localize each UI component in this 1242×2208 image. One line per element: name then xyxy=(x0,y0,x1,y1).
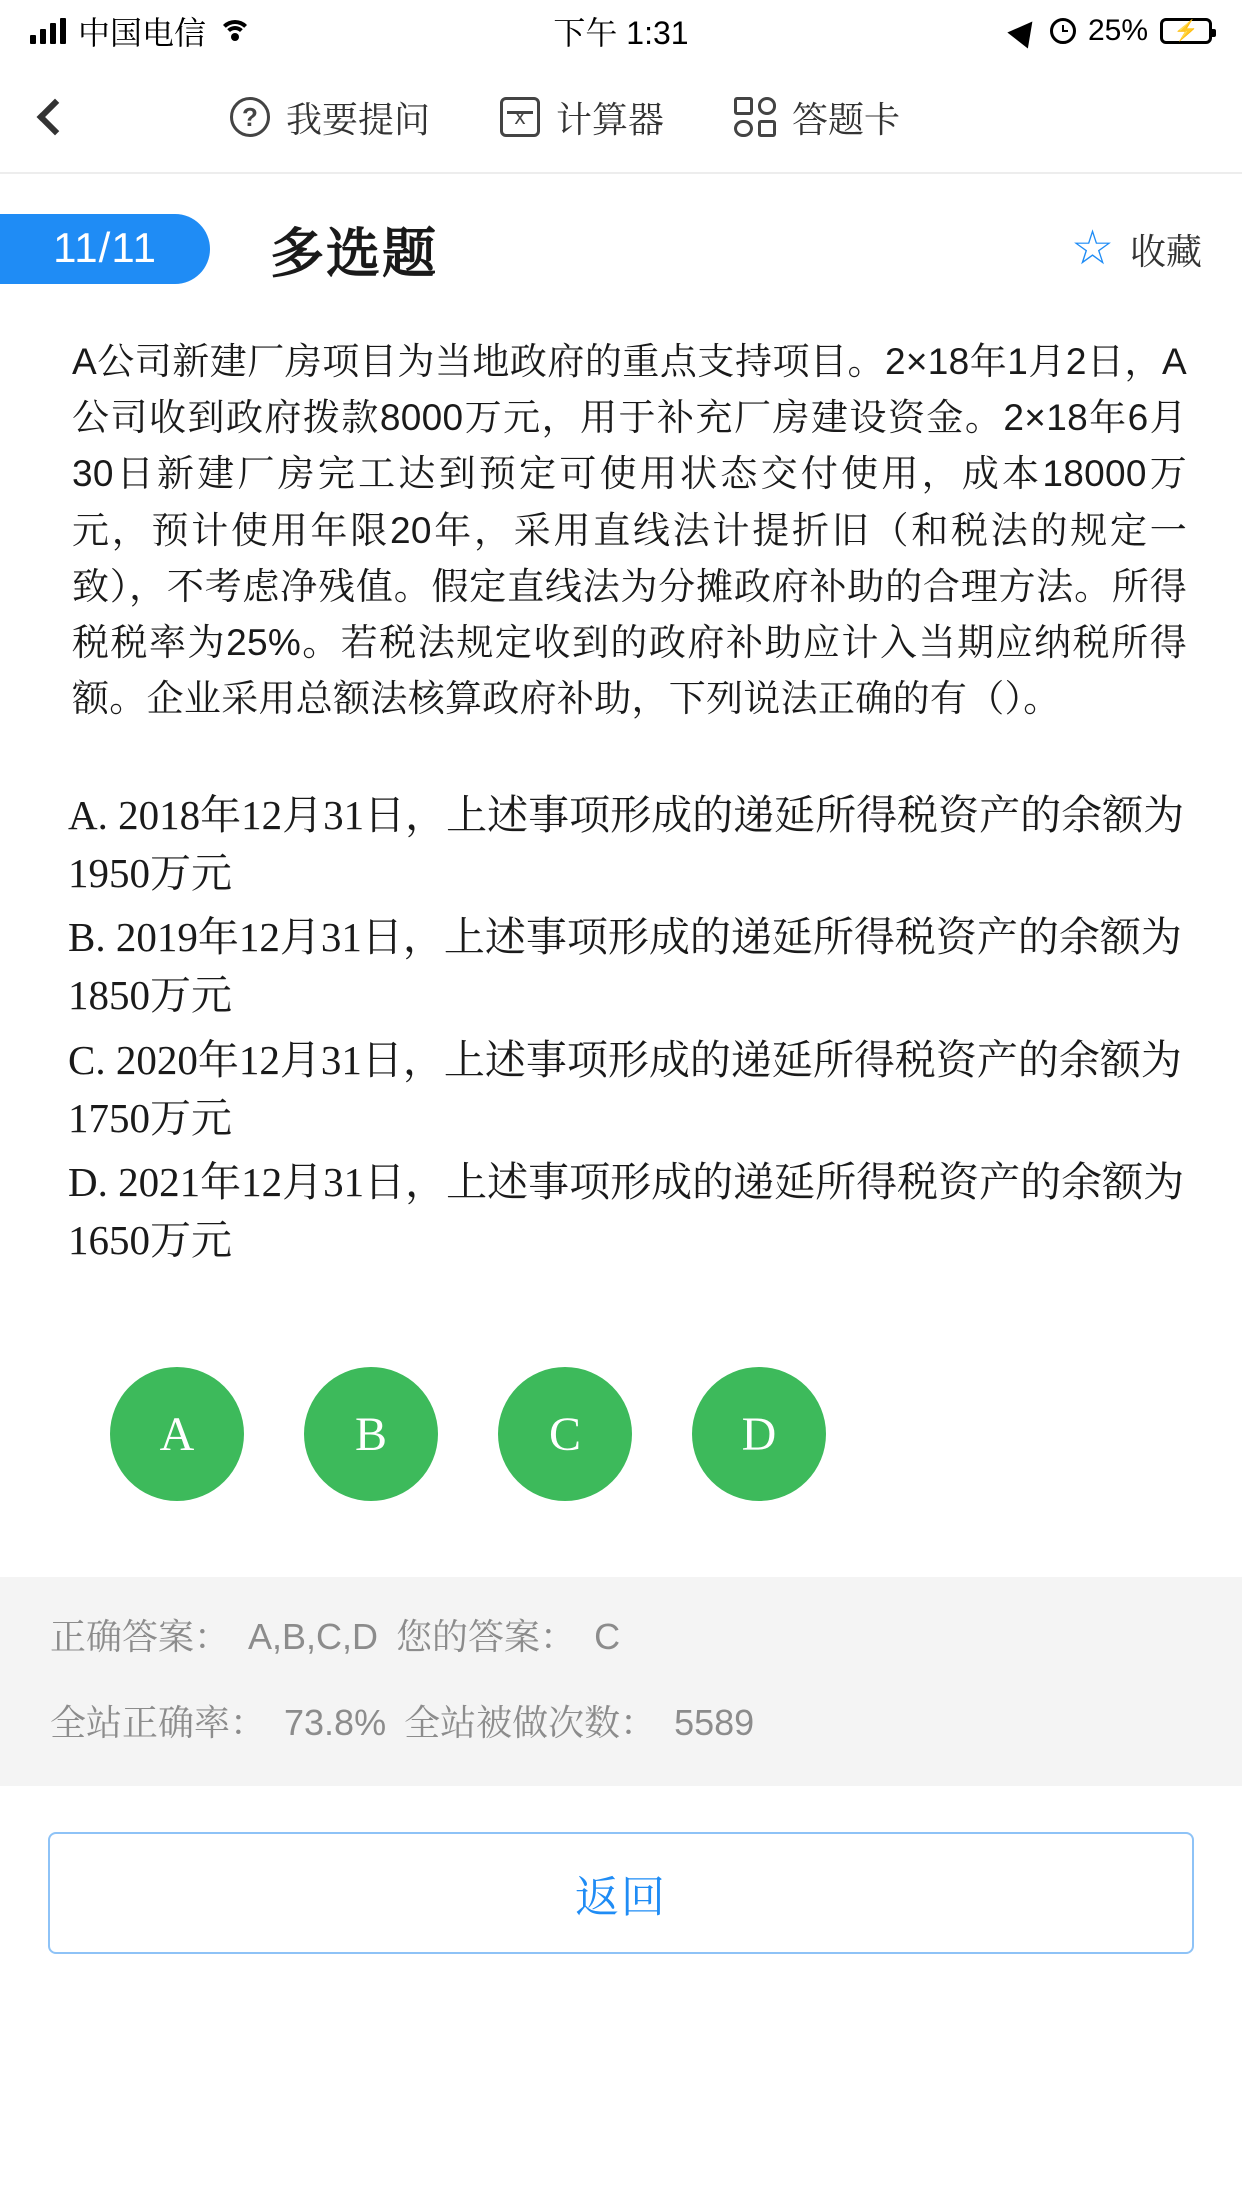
battery-percent-label: 25% xyxy=(1087,14,1148,47)
battery-charging-icon: ⚡ xyxy=(1160,18,1212,44)
your-answer-label: 您的答案： xyxy=(396,1616,577,1658)
answer-row xyxy=(50,1615,1192,1658)
calculator-button[interactable] xyxy=(500,92,664,143)
attempts-label: 全站被做次数： xyxy=(404,1701,657,1743)
carrier-label: 中国电信 xyxy=(78,15,207,51)
choice-button-d[interactable]: D xyxy=(692,1367,826,1501)
star-outline-icon: ☆ xyxy=(1070,222,1114,275)
favorite-button[interactable] xyxy=(1071,224,1202,275)
ask-question-label: 我要提问 xyxy=(286,98,431,140)
stats-row xyxy=(50,1701,1192,1744)
option-c-text: C. 2020年12月31日，上述事项形成的递延所得税资产的余额为1750万元 xyxy=(68,1036,1182,1141)
status-bar-time: 下午 1:31 xyxy=(553,15,689,51)
question-counter-badge: 11/11 xyxy=(0,214,210,284)
top-nav-bar xyxy=(0,62,1242,174)
accuracy-value: 73.8% xyxy=(284,1701,387,1743)
choice-button-group xyxy=(0,1275,1242,1501)
status-bar xyxy=(0,0,1242,62)
question-header xyxy=(0,174,1242,324)
chevron-left-icon xyxy=(37,99,74,136)
nav-back-button[interactable] xyxy=(0,61,110,173)
alarm-icon xyxy=(1050,18,1076,44)
choice-button-b[interactable]: B xyxy=(304,1367,438,1501)
favorite-label: 收藏 xyxy=(1129,230,1202,272)
answer-card-icon xyxy=(734,97,776,137)
option-d-text: D. 2021年12月31日，上述事项形成的递延所得税资产的余额为1650万元 xyxy=(68,1158,1185,1264)
ask-question-button[interactable] xyxy=(230,92,430,143)
result-panel xyxy=(0,1577,1242,1785)
accuracy-label: 全站正确率： xyxy=(50,1701,267,1743)
footer-bar xyxy=(0,1786,1242,1954)
choice-button-a[interactable]: A xyxy=(110,1367,244,1501)
correct-answer-label: 正确答案： xyxy=(50,1616,231,1658)
attempts-value: 5589 xyxy=(674,1701,755,1743)
return-button[interactable]: 返回 xyxy=(48,1832,1194,1954)
option-b-text: B. 2019年12月31日，上述事项形成的递延所得税资产的余额为1850万元 xyxy=(68,914,1182,1019)
question-circle-icon: ? xyxy=(230,97,270,137)
question-options xyxy=(0,728,1242,1270)
calculator-label: 计算器 xyxy=(556,98,665,140)
answer-card-button[interactable] xyxy=(734,92,900,143)
answer-card-label: 答题卡 xyxy=(792,98,901,140)
your-answer-value: C xyxy=(594,1616,621,1658)
question-type-title: 多选题 xyxy=(270,223,438,284)
choice-button-c[interactable]: C xyxy=(498,1367,632,1501)
calculator-icon xyxy=(500,97,540,137)
question-stem: A公司新建厂房项目为当地政府的重点支持项目。2×18年1月2日，A公司收到政府拨款8000万元，用于补充厂房建设资金。2×18年6月30日新建厂房完工达到预定可使用状态交付使用，成本18000万元，预计使用年限20年，采用直线法计提折旧（和税法的规定一致），不考虑净残值。假定直线法为分摊政府补助的合理方法。所得税税率为25%。若税法规定收到的政府补助应计入当期应纳税所得额。企业采用总额法核算政府补助，下列说法正确的有（）。 xyxy=(72,341,1187,720)
option-a-text: A. 2018年12月31日，上述事项形成的递延所得税资产的余额为1950万元 xyxy=(68,791,1185,896)
nav-action-group xyxy=(230,92,900,143)
correct-answer-value: A,B,C,D xyxy=(248,1616,379,1658)
